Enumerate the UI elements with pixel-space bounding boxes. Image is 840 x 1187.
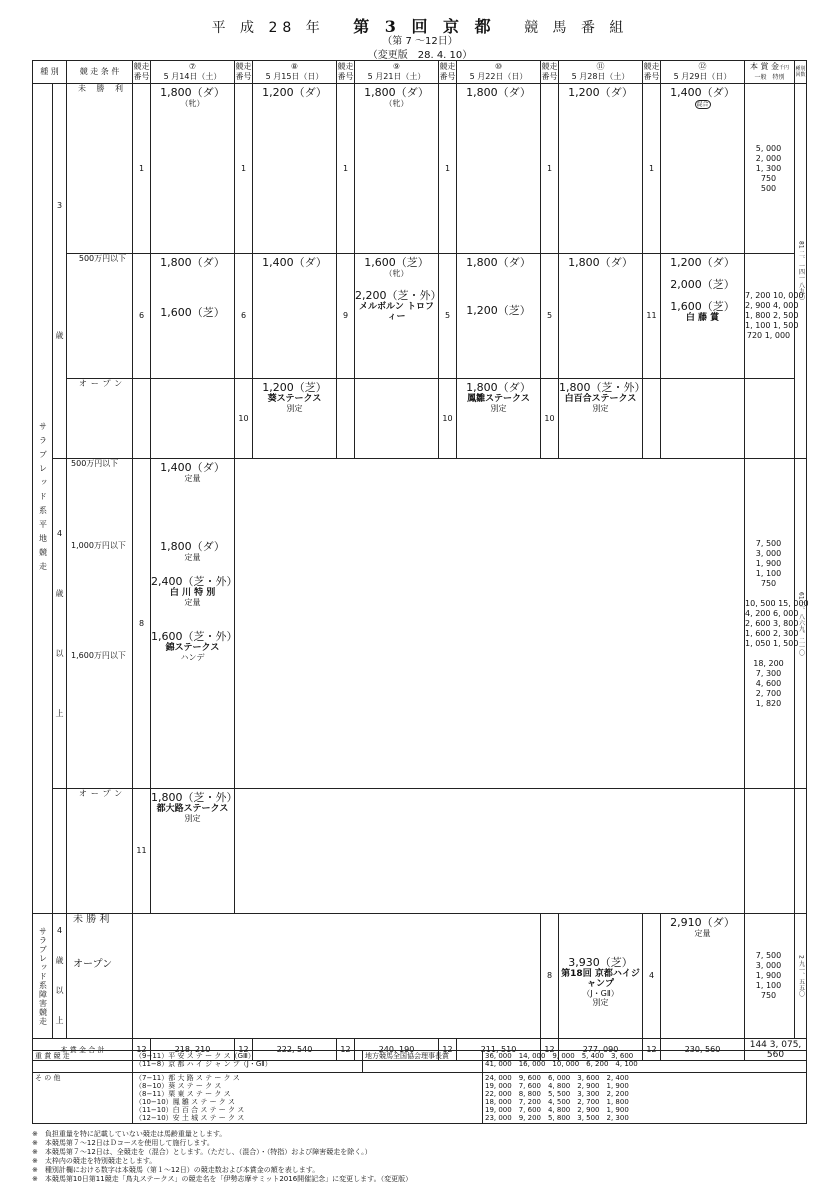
race-schedule-table	[32, 60, 807, 1061]
race-cell-special: 3,930（芝） 第18回 京都ハイジャンプ （J・GⅡ） 別定	[559, 914, 643, 1039]
note-line: ※ 本競馬第７～12日は、全競走を（混合）とします。（ただし、（混合）・（特指）および障害競走を除く。）	[32, 1148, 372, 1156]
count-jump: 2 九一、五五〇	[795, 914, 807, 1039]
totals-label: 本 賞 金 合 計	[33, 1039, 133, 1061]
notes	[32, 1130, 412, 1184]
other-label: そ の 他	[33, 1073, 133, 1124]
title-year: 平 成 28 年	[211, 20, 325, 36]
total-count: 12	[541, 1039, 559, 1061]
total-count: 12	[643, 1039, 661, 1061]
race-no: 8	[541, 914, 559, 1039]
race-cell-special: 1,800（芝・外） 白百合ステークス 別定	[559, 379, 643, 459]
race-cell-special: 1,800（芝・外） 都大路ステークス 別定	[151, 789, 235, 914]
race-no: 8	[133, 459, 151, 789]
race-no-header: 競走番号	[133, 61, 151, 84]
race-cell: 1,800（ダ） （牝）	[355, 84, 439, 254]
day-header: ⑫ 5 月29日（日）	[661, 61, 745, 84]
header-row	[33, 61, 807, 84]
other-prize: 24, 000 9, 600 6, 000 3, 600 2, 400 19, 000 7, 600 4, 800 2, 900 1, 900 22, 000 8, 800 5, 500 3, 300 2, 200 18, 000 7, 200 4, 500 2, 700 1, 800 19, 000 7, 600 4, 800 2, 900 1, 900 23, 000 9, 200 5, 800 3, 500 2, 300	[483, 1073, 807, 1124]
race-cell: 1,800（ダ） （牝）	[151, 84, 235, 254]
note-line: ※ 本競馬第10日第11競走「鳥丸ステークス」の競走名を「伊勢志摩サミット2016開催記念」に変更します。（変更版）	[32, 1175, 413, 1183]
condition-open: オープン	[67, 379, 133, 459]
race-no: 6	[235, 254, 253, 379]
total-value: 218, 210	[151, 1039, 235, 1061]
graded-list: （9−11）平 安 ス テ ー ク ス（GⅢ） （11−8）京 都 ハ イ ジ ャ ン プ（J・GⅡ）	[133, 1051, 363, 1073]
race-no: 1	[235, 84, 253, 254]
age-jump: 4 歳 以 上	[53, 914, 67, 1039]
age-4up: 4 歳 以 上	[53, 459, 67, 789]
race-no-header: 競走番号	[643, 61, 661, 84]
row-4yo-open	[33, 789, 807, 914]
row-3yo-open	[33, 379, 807, 459]
race-no-header: 競走番号	[235, 61, 253, 84]
subtitle-days: （第 7 ～12日）	[382, 36, 458, 47]
prize-header: 本 賞 金千円 一般 特別	[745, 61, 795, 84]
row-jump	[33, 914, 807, 1039]
condition-500: 500万円以下	[67, 254, 133, 379]
race-no: 4	[643, 914, 661, 1039]
footer-prize-table	[32, 1050, 807, 1124]
note-line: ※ 種別計欄における数字は本競馬（第１～12日）の競走数および本賞金の額を表します。	[32, 1166, 320, 1174]
title-suffix: 競 馬 番 組	[524, 20, 629, 36]
total-count: 12	[439, 1039, 457, 1061]
total-value: 211, 510	[457, 1039, 541, 1061]
total-value: 240, 190	[355, 1039, 439, 1061]
race-no: 5	[541, 254, 559, 379]
day-header: ⑩ 5 月22日（日）	[457, 61, 541, 84]
condition-maiden: 未 勝 利	[67, 84, 133, 254]
race-cell-special: 1,200（ダ） 2,000（芝） 1,600（芝） 白 藤 賞	[661, 254, 745, 379]
graded-prize: 36, 000 14, 000 9, 000 5, 400 3, 600 41, 000 16, 000 10, 000 6, 200 4, 100	[483, 1051, 807, 1073]
race-cell: 1,800（ダ） 1,600（芝）	[151, 254, 235, 379]
other-list: （7−11）都 大 路 ス テ ー ク ス （8−10）葵 ス テ ー ク ス （8−11）栗 東 ス テ ー ク ス （10−10）鳳 雛 ス テ ー ク ス （11−10）白 百 合 ス テ ー ク ス （12−10）安 土 城 ス テ ー ク ス	[133, 1073, 483, 1124]
prize-500: 7, 200 10, 000 2, 900 4, 000 1, 800 2, 500 1, 100 1, 500 720 1, 000	[745, 254, 795, 379]
race-no: 5	[439, 254, 457, 379]
race-grid-4up	[235, 459, 745, 789]
note-line: ※ 太枠内の競走を特別競走とします。	[32, 1157, 157, 1165]
race-no: 11	[133, 789, 151, 914]
condition-header: 競 走 条 件	[67, 61, 133, 84]
prize-maiden: 5, 000 2, 000 1, 300 750 500	[745, 84, 795, 254]
total-value: 230, 560	[661, 1039, 745, 1061]
kind-thoroughbred-flat: サラブレッド系平地競走	[33, 84, 53, 914]
race-no: 6	[133, 254, 151, 379]
row-3yo-500	[33, 254, 807, 379]
race-cell-special: 1,200（芝） 葵ステークス 別定	[253, 379, 337, 459]
count-4yo: 61 二、八六九、二一〇	[795, 459, 807, 789]
race-cell-special: 1,800（ダ） 鳳雛ステークス 別定	[457, 379, 541, 459]
graded-label: 重 賞 競 走	[33, 1051, 133, 1073]
total-value: 222, 540	[253, 1039, 337, 1061]
race-cell: 1,400（ダ）	[253, 254, 337, 379]
day-header: ⑦ 5 月14日（土）	[151, 61, 235, 84]
grand-total: 144 3, 075, 560	[745, 1039, 807, 1061]
race-no: 1	[133, 84, 151, 254]
note-line: ※ 負担重量を特に記載していない競走は馬齢重量とします。	[32, 1130, 227, 1138]
prize-4up: 7, 500 3, 000 1, 900 1, 100 750 10, 500 15, 000 4, 200 6, 000 2, 600 3, 800 1, 600 2, 300 1, 050 1, 500 18, 200 7, 300 4, 600 2, 700 1, 820	[745, 459, 795, 789]
race-no: 11	[643, 254, 661, 379]
race-cell: 1,800（ダ） 1,200（芝）	[457, 254, 541, 379]
row-4yo-up	[33, 459, 807, 789]
race-no: 10	[439, 379, 457, 459]
condition-open: オープン	[67, 789, 133, 914]
condition-stack: 500万円以下 1,000万円以下 1,600万円以下	[67, 459, 133, 789]
race-no-header: 競走番号	[337, 61, 355, 84]
race-cell: 1,400（ダ） 定量 1,800（ダ） 定量 2,400（芝・外） 白 川 特 別 定量 1,600（芝・外） 錦ステークス ハンデ	[151, 459, 235, 789]
total-count: 12	[133, 1039, 151, 1061]
race-cell: 2,910（ダ） 定量	[661, 914, 745, 1039]
race-no: 1	[643, 84, 661, 254]
day-header: ⑧ 5 月15日（日）	[253, 61, 337, 84]
race-cell: 1,400（ダ） 混合	[661, 84, 745, 254]
prize-jump: 7, 500 3, 000 1, 900 1, 100 750	[745, 914, 795, 1039]
race-no: 10	[541, 379, 559, 459]
day-header: ⑨ 5 月21日（土）	[355, 61, 439, 84]
row-3yo-maiden	[33, 84, 807, 254]
title-main: 第 3 回 京 都	[353, 17, 496, 36]
race-no: 9	[337, 254, 355, 379]
version-note: （変更版 28. 4. 10）	[367, 50, 473, 61]
race-no: 10	[235, 379, 253, 459]
race-cell: 1,200（ダ）	[559, 84, 643, 254]
total-count: 12	[235, 1039, 253, 1061]
kind-header: 種 別	[33, 61, 67, 84]
total-value: 277, 090	[559, 1039, 643, 1061]
note-line: ※ 本競馬第７～12日はＤコースを使用して施行します。	[32, 1139, 214, 1147]
count-3yo: 81 二、一四一 八九〇	[795, 84, 807, 459]
race-no-header: 競走番号	[439, 61, 457, 84]
age-3: 3 歳	[53, 84, 67, 459]
race-cell: 1,200（ダ）	[253, 84, 337, 254]
race-no: 1	[439, 84, 457, 254]
race-cell-special: 1,600（芝） （牝） 2,200（芝・外） メルボルン トロフィー	[355, 254, 439, 379]
total-count: 12	[337, 1039, 355, 1061]
race-no: 1	[541, 84, 559, 254]
race-no: 1	[337, 84, 355, 254]
kind-count-header: 種別回数	[795, 61, 807, 84]
kind-jump: サラブレッド系障害競走	[33, 914, 53, 1039]
race-no-header: 競走番号	[541, 61, 559, 84]
race-cell: 1,800（ダ）	[457, 84, 541, 254]
condition-stack-jump: 未 勝 利 オープン	[67, 914, 133, 1039]
graded-prize-label: 地方競馬全国協会理事長賞	[363, 1051, 483, 1073]
day-header: ⑪ 5 月28日（土）	[559, 61, 643, 84]
race-cell: 1,800（ダ）	[559, 254, 643, 379]
